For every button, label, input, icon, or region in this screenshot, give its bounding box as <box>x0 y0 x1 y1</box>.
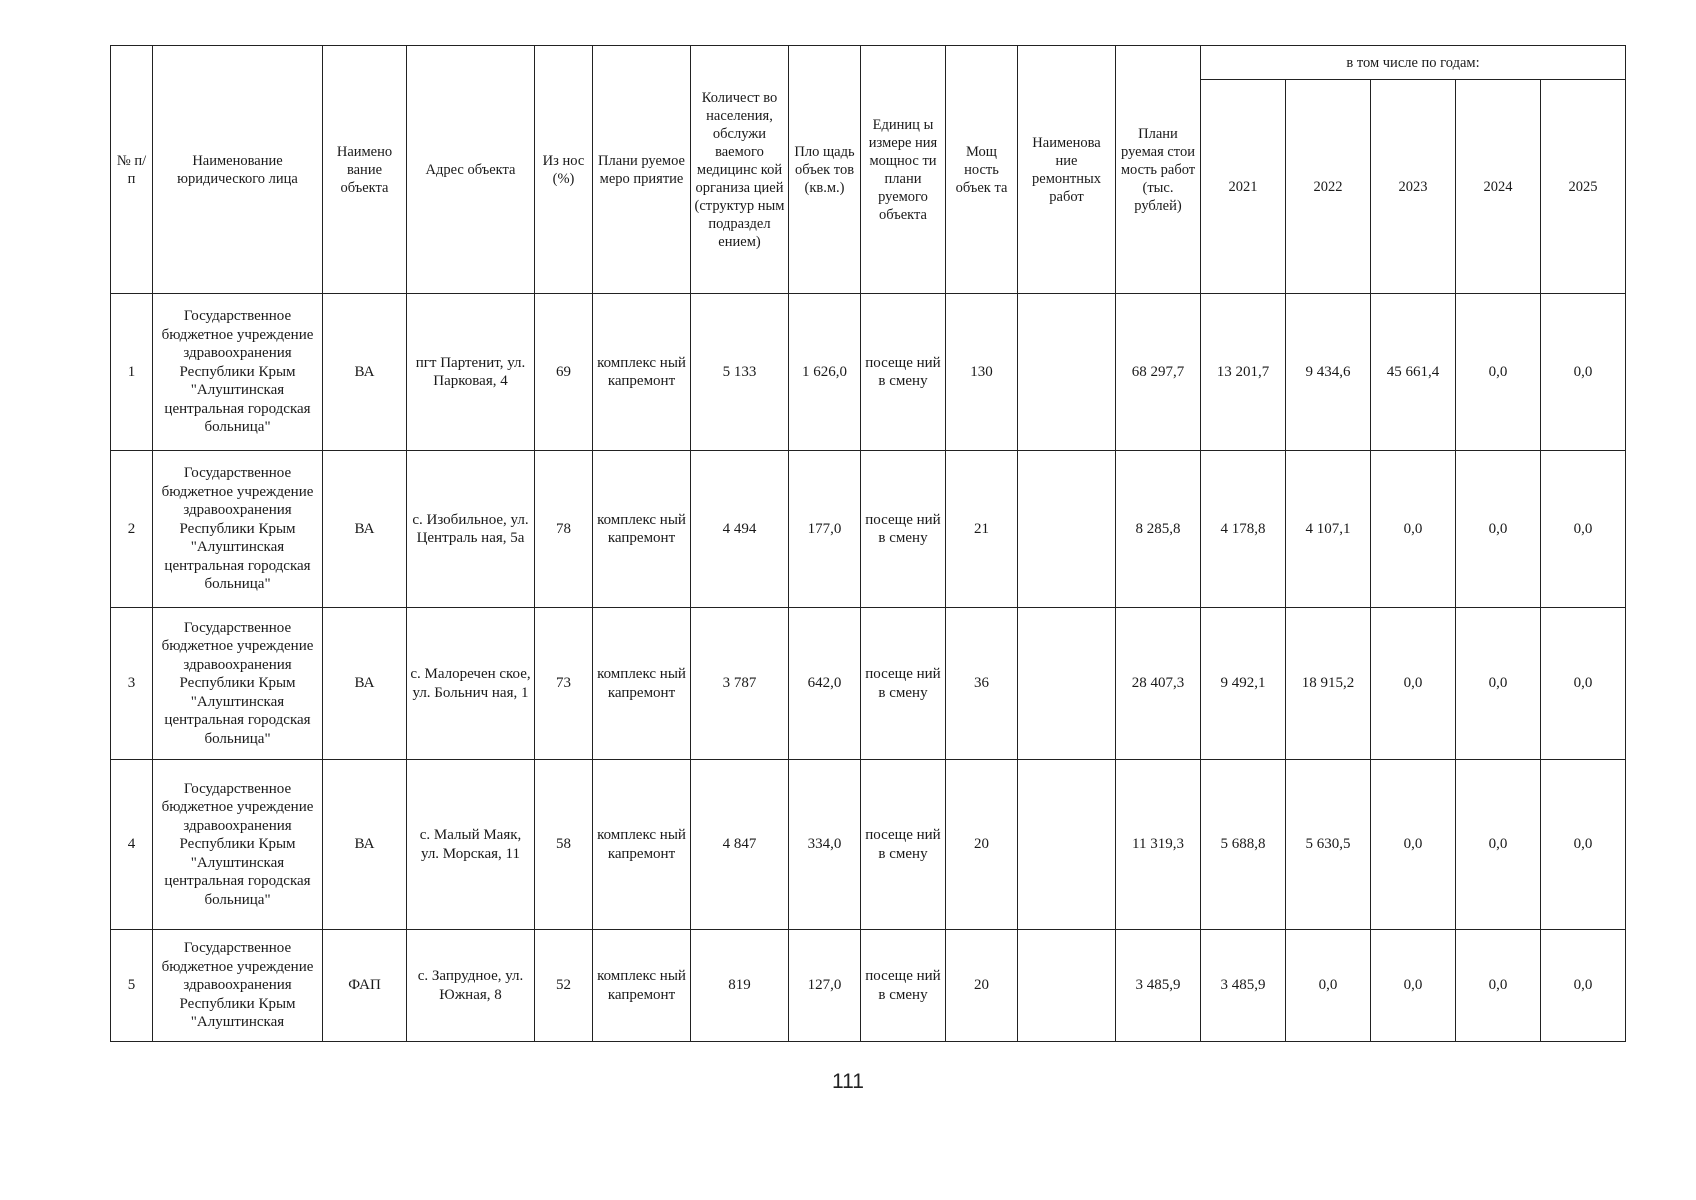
cell-year: 45 661,4 <box>1371 294 1456 451</box>
cell-repair <box>1018 760 1116 930</box>
cell-population: 819 <box>691 930 789 1042</box>
header-population: Количест во населения, обслужи ваемого медицинс кой организа цией (структур ным подраздел ением) <box>691 46 789 294</box>
cell-units: посеще ний в смену <box>861 294 946 451</box>
cell-population: 4 494 <box>691 451 789 608</box>
cell-year: 0,0 <box>1286 930 1371 1042</box>
cell-num: 5 <box>111 930 153 1042</box>
cell-address: с. Запрудное, ул. Южная, 8 <box>407 930 535 1042</box>
cell-area: 127,0 <box>789 930 861 1042</box>
cell-population: 4 847 <box>691 760 789 930</box>
cell-year: 9 434,6 <box>1286 294 1371 451</box>
cell-capacity: 20 <box>946 760 1018 930</box>
cell-event: комплекс ный капремонт <box>593 930 691 1042</box>
cell-repair <box>1018 930 1116 1042</box>
table-row <box>111 930 1626 1042</box>
cell-wear: 78 <box>535 451 593 608</box>
header-year: 2024 <box>1456 80 1541 294</box>
cell-wear: 52 <box>535 930 593 1042</box>
cell-area: 177,0 <box>789 451 861 608</box>
cell-address: с. Малый Маяк, ул. Морская, 11 <box>407 760 535 930</box>
header-by-years: в том числе по годам: <box>1201 46 1626 80</box>
cell-year: 5 630,5 <box>1286 760 1371 930</box>
cell-event: комплекс ный капремонт <box>593 608 691 760</box>
cell-object: ВА <box>323 451 407 608</box>
cell-capacity: 20 <box>946 930 1018 1042</box>
cell-cost: 11 319,3 <box>1116 760 1201 930</box>
cell-num: 2 <box>111 451 153 608</box>
cell-units: посеще ний в смену <box>861 451 946 608</box>
cell-year: 0,0 <box>1371 608 1456 760</box>
cell-cost: 3 485,9 <box>1116 930 1201 1042</box>
cell-year: 18 915,2 <box>1286 608 1371 760</box>
cell-capacity: 21 <box>946 451 1018 608</box>
cell-area: 642,0 <box>789 608 861 760</box>
cell-object: ВА <box>323 294 407 451</box>
cell-wear: 69 <box>535 294 593 451</box>
cell-wear: 58 <box>535 760 593 930</box>
cell-year: 0,0 <box>1541 294 1626 451</box>
header-units: Единиц ы измере ния мощнос ти плани руемого объекта <box>861 46 946 294</box>
page-number: 111 <box>832 1070 864 1093</box>
cell-capacity: 130 <box>946 294 1018 451</box>
cell-area: 334,0 <box>789 760 861 930</box>
header-legal-entity: Наименование юридического лица <box>153 46 323 294</box>
cell-event: комплекс ный капремонт <box>593 451 691 608</box>
header-year: 2021 <box>1201 80 1286 294</box>
cell-address: с. Изобильное, ул. Централь ная, 5а <box>407 451 535 608</box>
cell-year: 9 492,1 <box>1201 608 1286 760</box>
cell-year: 0,0 <box>1541 760 1626 930</box>
header-planned-event: Плани руемое меро приятие <box>593 46 691 294</box>
cell-units: посеще ний в смену <box>861 930 946 1042</box>
cell-year: 4 178,8 <box>1201 451 1286 608</box>
cell-year: 0,0 <box>1541 930 1626 1042</box>
table-row <box>111 294 1626 451</box>
header-repair-name: Наименова ние ремонтных работ <box>1018 46 1116 294</box>
cell-year: 0,0 <box>1456 930 1541 1042</box>
cell-wear: 73 <box>535 608 593 760</box>
cell-units: посеще ний в смену <box>861 608 946 760</box>
cell-year: 3 485,9 <box>1201 930 1286 1042</box>
cell-num: 3 <box>111 608 153 760</box>
header-year: 2025 <box>1541 80 1626 294</box>
cell-capacity: 36 <box>946 608 1018 760</box>
cell-year: 4 107,1 <box>1286 451 1371 608</box>
cell-org: Государственное бюджетное учреждение здравоохранения Республики Крым "Алуштинская центральная городская больница" <box>153 760 323 930</box>
cell-repair <box>1018 294 1116 451</box>
cell-address: пгт Партенит, ул. Парковая, 4 <box>407 294 535 451</box>
cell-repair <box>1018 608 1116 760</box>
cell-year: 0,0 <box>1456 451 1541 608</box>
cell-year: 0,0 <box>1371 451 1456 608</box>
cell-area: 1 626,0 <box>789 294 861 451</box>
cell-event: комплекс ный капремонт <box>593 294 691 451</box>
cell-object: ВА <box>323 608 407 760</box>
table-header <box>111 46 1626 294</box>
cell-event: комплекс ный капремонт <box>593 760 691 930</box>
cell-cost: 8 285,8 <box>1116 451 1201 608</box>
cell-org: Государственное бюджетное учреждение здравоохранения Республики Крым "Алуштинская <box>153 930 323 1042</box>
table-row <box>111 608 1626 760</box>
table-row <box>111 451 1626 608</box>
cell-object: ВА <box>323 760 407 930</box>
header-cost: Плани руемая стои мость работ (тыс. рублей) <box>1116 46 1201 294</box>
cell-num: 4 <box>111 760 153 930</box>
cell-year: 0,0 <box>1541 451 1626 608</box>
cell-population: 3 787 <box>691 608 789 760</box>
cell-address: с. Малоречен ское, ул. Больнич ная, 1 <box>407 608 535 760</box>
header-year: 2023 <box>1371 80 1456 294</box>
cell-year: 5 688,8 <box>1201 760 1286 930</box>
cell-year: 0,0 <box>1371 930 1456 1042</box>
cell-year: 0,0 <box>1456 760 1541 930</box>
header-object-name: Наимено вание объекта <box>323 46 407 294</box>
header-address: Адрес объекта <box>407 46 535 294</box>
cell-org: Государственное бюджетное учреждение здравоохранения Республики Крым "Алуштинская центральная городская больница" <box>153 294 323 451</box>
cell-cost: 68 297,7 <box>1116 294 1201 451</box>
cell-num: 1 <box>111 294 153 451</box>
table-body <box>111 294 1626 1042</box>
cell-year: 13 201,7 <box>1201 294 1286 451</box>
header-wear: Из нос (%) <box>535 46 593 294</box>
cell-object: ФАП <box>323 930 407 1042</box>
header-year: 2022 <box>1286 80 1371 294</box>
cell-units: посеще ний в смену <box>861 760 946 930</box>
cell-cost: 28 407,3 <box>1116 608 1201 760</box>
cell-org: Государственное бюджетное учреждение здравоохранения Республики Крым "Алуштинская центральная городская больница" <box>153 608 323 760</box>
header-num: № п/п <box>111 46 153 294</box>
cell-year: 0,0 <box>1456 294 1541 451</box>
header-area: Пло щадь объек тов (кв.м.) <box>789 46 861 294</box>
header-capacity: Мощ ность объек та <box>946 46 1018 294</box>
capital-repair-table <box>110 45 1626 1042</box>
cell-repair <box>1018 451 1116 608</box>
cell-org: Государственное бюджетное учреждение здравоохранения Республики Крым "Алуштинская центральная городская больница" <box>153 451 323 608</box>
cell-year: 0,0 <box>1371 760 1456 930</box>
cell-year: 0,0 <box>1456 608 1541 760</box>
cell-year: 0,0 <box>1541 608 1626 760</box>
table-row <box>111 760 1626 930</box>
cell-population: 5 133 <box>691 294 789 451</box>
